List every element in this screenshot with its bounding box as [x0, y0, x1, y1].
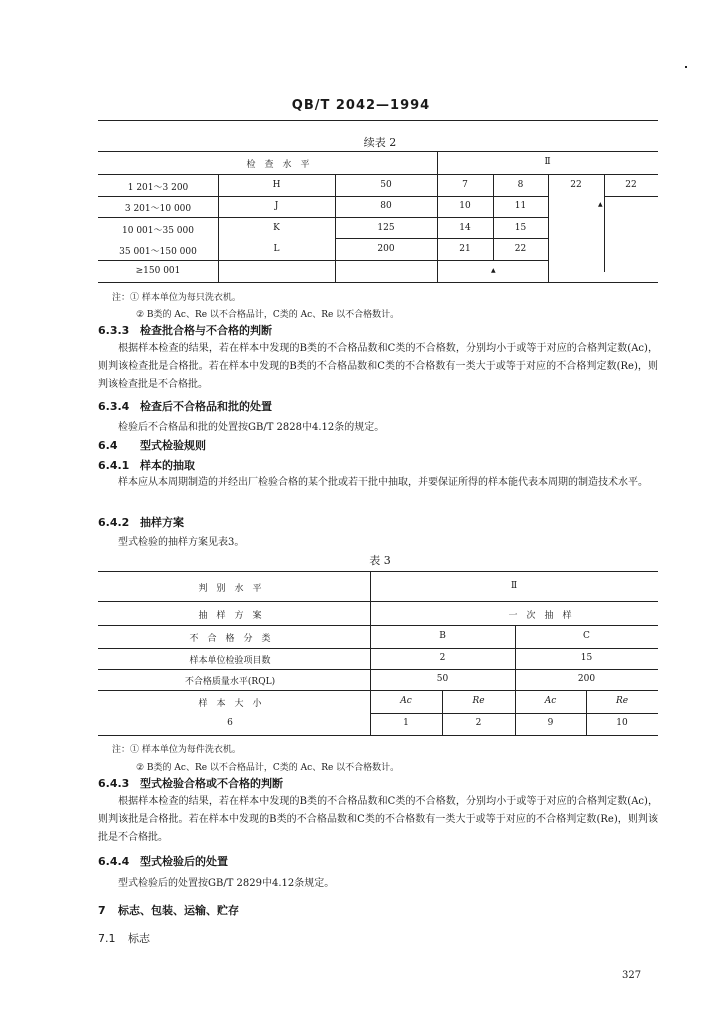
section-heading-7: 7 标志、包装、运输、贮存	[98, 904, 239, 917]
arrow-up-icon: ▲	[491, 267, 496, 274]
table2-re: 22	[514, 244, 527, 254]
table3-rql-c: 200	[577, 674, 596, 684]
table2-ac: 14	[459, 223, 471, 233]
table2-c22b: 22	[625, 180, 637, 190]
table2-re: 11	[514, 201, 527, 211]
table3-label-size: 样 本 大 小	[198, 699, 262, 709]
table2-code: L	[273, 244, 280, 254]
table3-caption: 表 3	[369, 554, 391, 567]
table2-range: 1 201～3 200	[127, 183, 189, 193]
section-heading-7-1: 7.1 标志	[98, 932, 150, 945]
table3-items-c: 15	[580, 653, 593, 663]
section-heading-6-3-4: 6.3.4 检查后不合格品和批的处置	[98, 400, 272, 413]
table3-items-b: 2	[439, 653, 446, 663]
table3-hdr-ac: Ac	[544, 696, 557, 706]
section-heading-6-4: 6.4 型式检验规则	[98, 439, 206, 452]
table2-ac: 21	[459, 244, 471, 254]
table2-n: 125	[377, 223, 395, 233]
table3-hdr-re: Re	[615, 696, 629, 706]
table2-range: 35 001～150 000	[119, 247, 197, 257]
section-heading-6-4-4: 6.4.4 型式检验后的处置	[98, 855, 228, 868]
table2-code: J	[274, 201, 279, 211]
section-6-3-4-text: 检验后不合格品和批的处置按GB/T 2828中4.12条的规定。	[118, 422, 385, 433]
table2-head-2: Ⅱ	[544, 157, 551, 167]
table3-class-b: B	[439, 631, 446, 641]
table3-note-2: ② B类的 Ac、Re 以不合格品计，C类的 Ac、Re 以不合格数计。	[136, 763, 400, 773]
table2-re: 15	[514, 223, 527, 233]
table2-range: 10 001～35 000	[122, 226, 194, 236]
table2-head-level: 检 查 水 平	[246, 160, 310, 170]
table3-label-plan: 抽 样 方 案	[198, 611, 262, 621]
table3-class-c: C	[583, 631, 590, 641]
table3-hdr-re: Re	[472, 696, 485, 706]
table2-caption: 续表 2	[363, 136, 397, 149]
table3-hdr-ac: Ac	[400, 696, 412, 706]
table3-plan-value: 一 次 抽 样	[508, 611, 572, 621]
table3-label-items: 样本单位检验项目数	[189, 656, 271, 666]
section-heading-6-4-3: 6.4.3 型式检验合格或不合格的判断	[98, 777, 283, 790]
section-heading-6-4-1: 6.4.1 样本的抽取	[98, 459, 195, 472]
table2-note-2: ② B类的 Ac、Re 以不合格品计，C类的 Ac、Re 以不合格数计。	[136, 310, 400, 320]
table3-level-value: Ⅱ	[510, 581, 518, 591]
table2-range: ≥150 001	[135, 266, 181, 276]
table3-rql-b: 50	[436, 674, 449, 684]
table2-n: 200	[377, 244, 395, 254]
table3-val: 2	[475, 718, 482, 728]
table3-val: 10	[616, 718, 628, 728]
table3-label-rql: 不合格质量水平(RQL)	[184, 677, 276, 687]
table2-code: H	[272, 180, 281, 190]
table3-label-class: 不 合 格 分 类	[189, 634, 271, 644]
section-heading-6-4-2: 6.4.2 抽样方案	[98, 516, 184, 529]
scan-speck	[685, 66, 687, 68]
header-rule	[98, 120, 658, 121]
section-6-4-2-text: 型式检验的抽样方案见表3。	[118, 537, 245, 548]
arrow-up-icon: ▲	[598, 201, 603, 208]
table2-n: 50	[380, 180, 392, 190]
table2-re: 8	[517, 180, 524, 190]
table3-size-value: 6	[227, 718, 233, 728]
table3-label-level: 判 别 水 平	[198, 584, 262, 594]
table3-val: 9	[547, 718, 554, 728]
table2-ac: 7	[462, 180, 468, 190]
table3-val: 1	[403, 718, 409, 728]
table2-note-1: 注：① 样本单位为每只洗衣机。	[112, 293, 241, 303]
table2-n: 80	[380, 201, 392, 211]
standard-header: QB/T 2042—1994	[291, 98, 431, 113]
section-6-4-4-text: 型式检验后的处置按GB/T 2829中4.12条规定。	[118, 878, 335, 889]
table2-code: K	[273, 223, 280, 233]
section-heading-6-3-3: 6.3.3 检查批合格与不合格的判断	[98, 324, 272, 337]
section-6-3-3-text: 根据样本检查的结果，若在样本中发现的B类的不合格品数和C类的不合格数，分别均小于或等于对应的合格判定数(Ac)，则判该检查批是合格批。若在样本中发现的B类的不合格品数和C类的不合格数有一类大于或等于对应的不合格判定数(Re)，则判该检查批是不合格批。	[98, 343, 658, 390]
table3-note-1: 注：① 样本单位为每件洗衣机。	[112, 745, 241, 755]
section-6-4-3-text: 根据样本检查的结果，若在样本中发现的B类的不合格品数和C类的不合格数，分别均小于或等于对应的合格判定数(Ac)，则判该批是合格批。若在样本中发现的B类的不合格品数和C类的不合格数有一类大于或等于对应的不合格判定数(Re)，则判该批是不合格批。	[98, 796, 658, 843]
table2-range: 3 201～10 000	[124, 204, 192, 214]
table2-ac: 10	[459, 201, 471, 211]
table2-c22a: 22	[570, 180, 582, 190]
page-number: 327	[622, 970, 642, 981]
section-6-4-1-text: 样本应从本周期制造的并经出厂检验合格的某个批或若干批中抽取，并要保证所得的样本能代表本周期的制造技术水平。	[118, 477, 648, 488]
